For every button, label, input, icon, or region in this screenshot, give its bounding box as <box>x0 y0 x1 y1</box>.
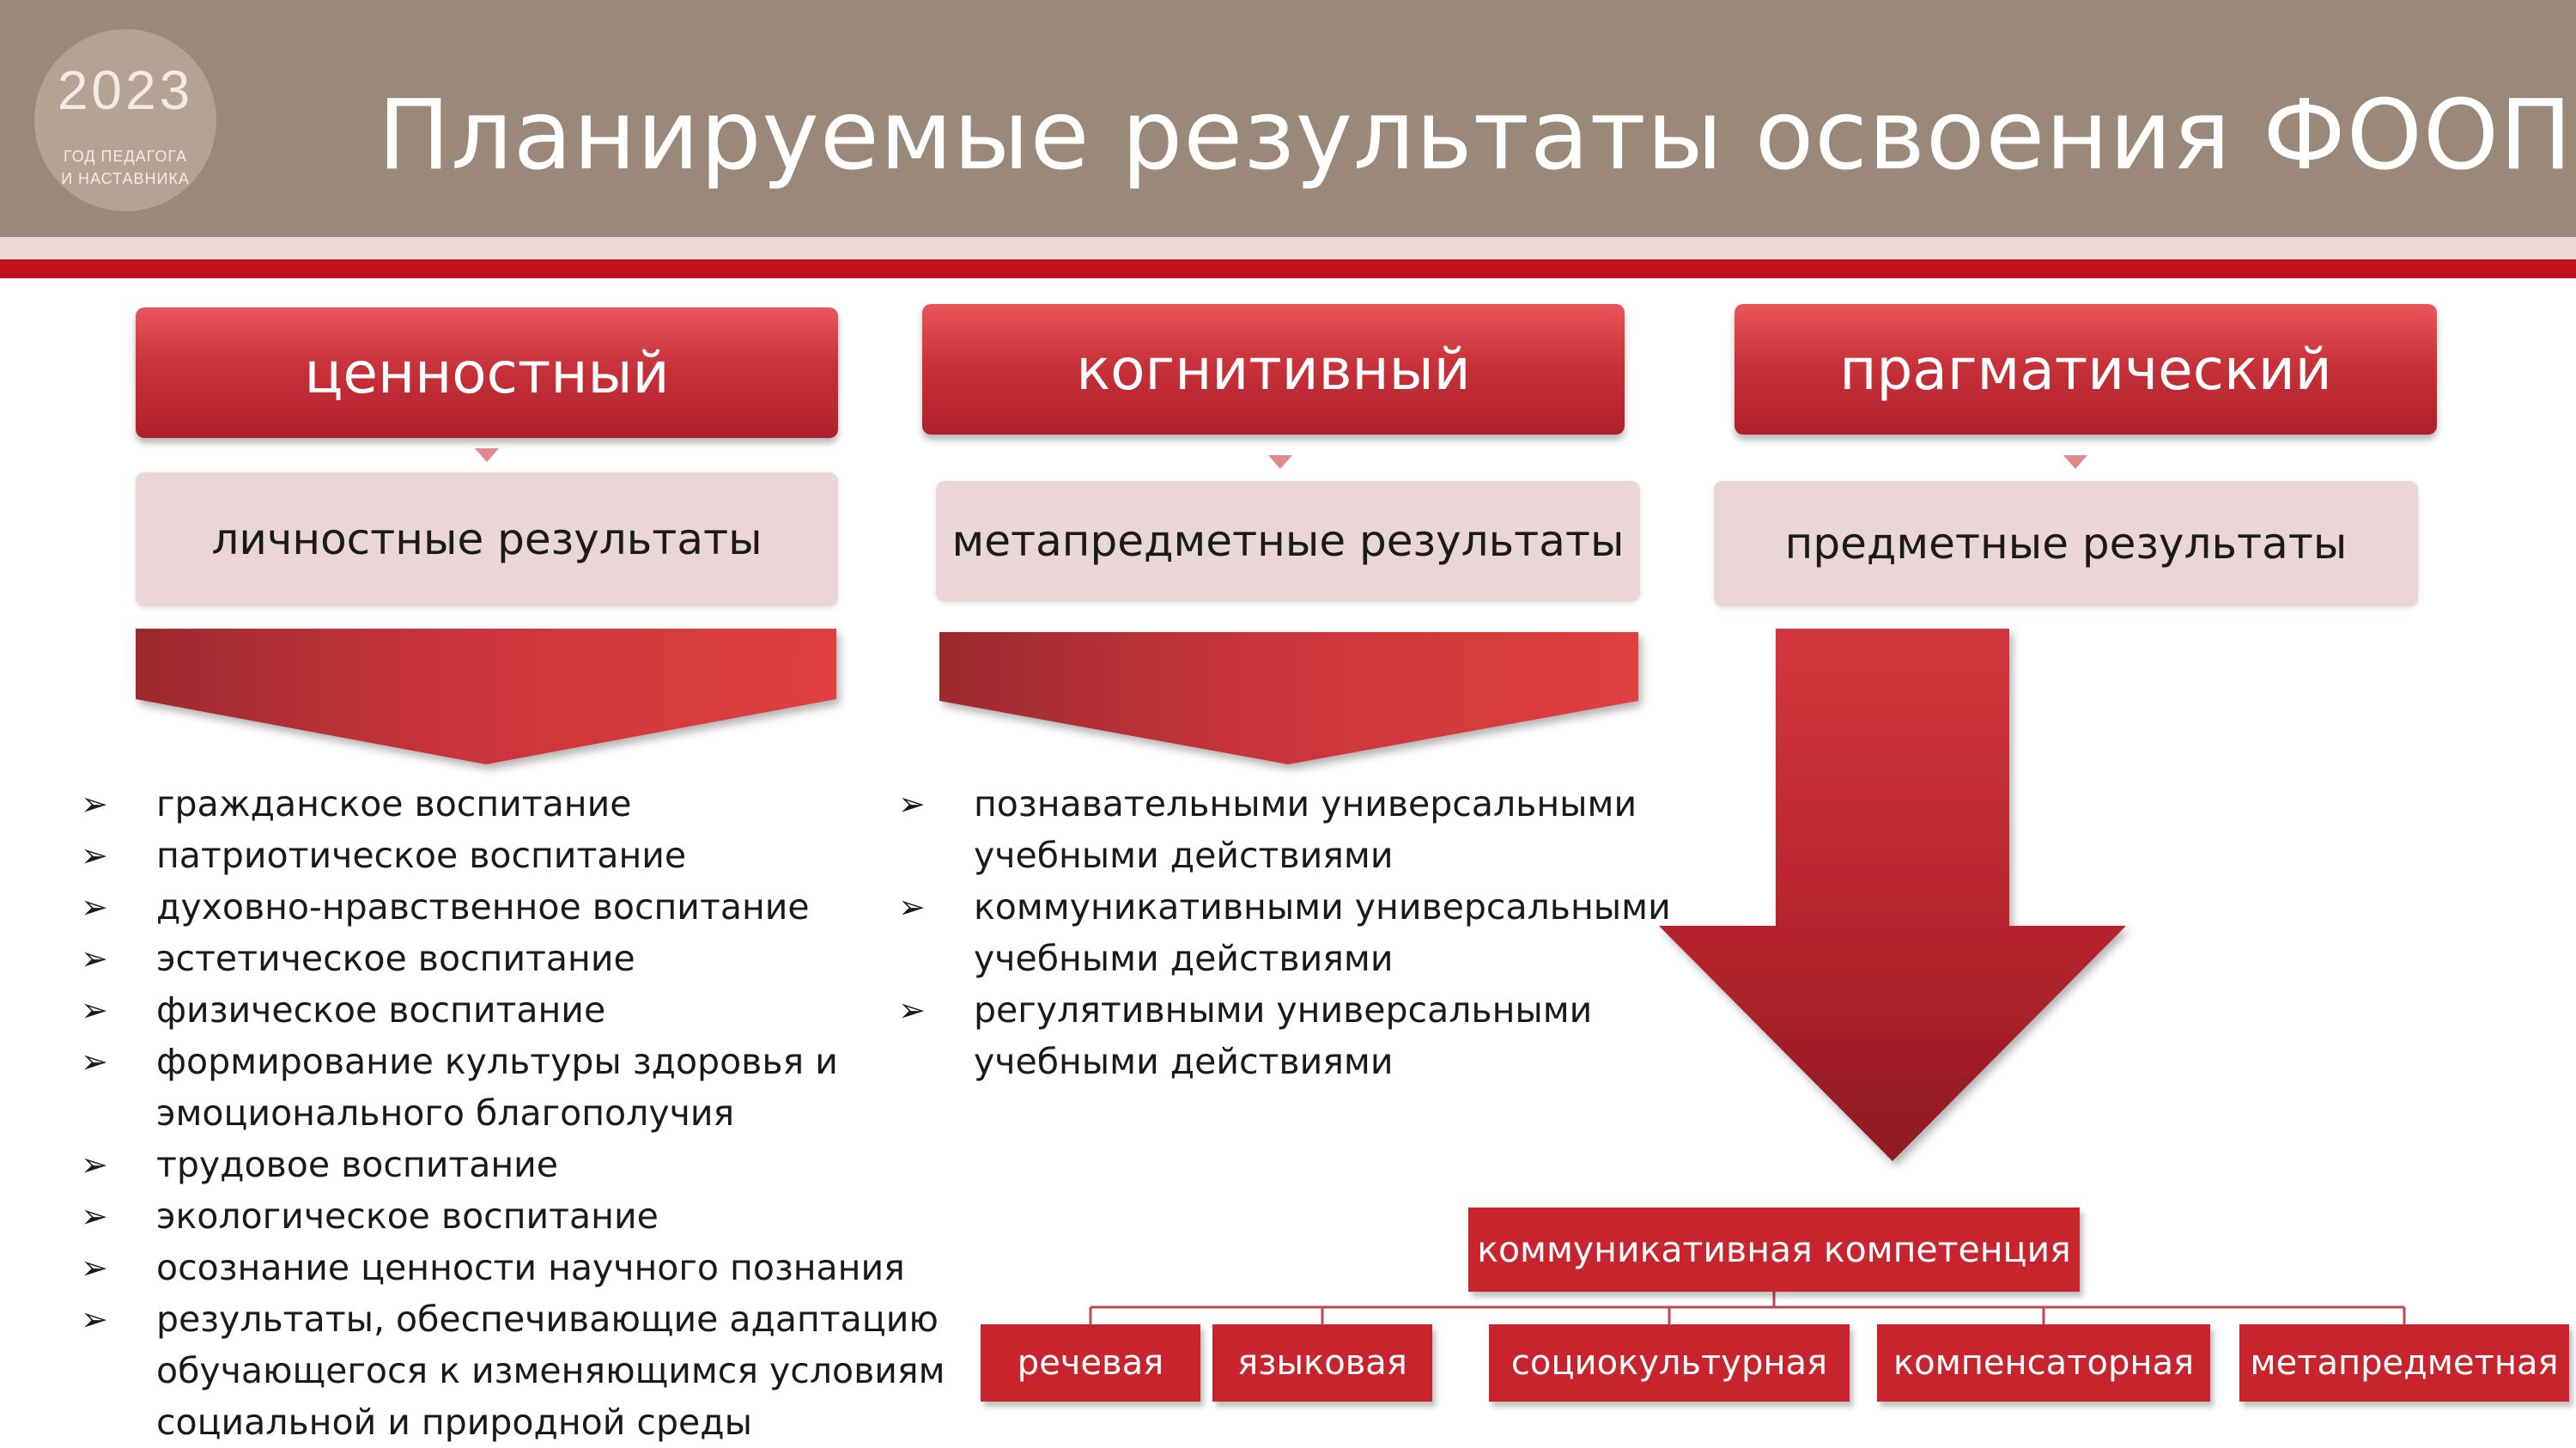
list-item <box>79 1036 955 1139</box>
page-title: Планируемые результаты освоения ФООП <box>378 80 2573 192</box>
list-item-text: патриотическое воспитание <box>156 835 687 876</box>
down-arrow-meta <box>939 632 1638 764</box>
list-item-text: экологическое воспитание <box>156 1196 659 1237</box>
competence-child-sociocultural: социокультурная <box>1489 1324 1850 1402</box>
list-item-text: результаты, обеспечивающие адаптацию обучающегося к изменяющимся условиям социальной и природной среды <box>156 1299 945 1443</box>
bullet-arrow-icon: ➢ <box>81 1146 108 1183</box>
list-item-text: эстетическое воспитание <box>156 938 635 979</box>
bullet-arrow-icon: ➢ <box>81 785 108 823</box>
competence-child-compensatory: компенсаторная <box>1877 1324 2210 1402</box>
result-box-subject: предметные результаты <box>1714 481 2418 606</box>
competence-child-metasubject: метапредметная <box>2239 1324 2569 1402</box>
list-item <box>79 778 955 830</box>
logo-year: 2023 <box>57 59 194 121</box>
bullet-arrow-icon: ➢ <box>81 1197 108 1235</box>
bullet-arrow-icon: ➢ <box>81 991 108 1029</box>
list-item <box>79 1242 955 1293</box>
result-box-personal: личностные результаты <box>136 472 838 606</box>
bullet-arrow-icon: ➢ <box>81 1300 108 1338</box>
list-item <box>79 830 955 881</box>
bullet-arrow-icon: ➢ <box>81 888 108 926</box>
logo-line-2: И НАСТАВНИКА <box>61 170 190 187</box>
bullet-arrow-icon: ➢ <box>81 1249 108 1287</box>
competence-tree-lines <box>1091 1292 2404 1324</box>
down-arrow-subject <box>1659 629 2126 1161</box>
list-item-text: гражданское воспитание <box>156 783 632 824</box>
competence-root-box: коммуникативная компетенция <box>1468 1208 2080 1292</box>
list-item <box>896 984 1686 1087</box>
list-item-text: духовно-нравственное воспитание <box>156 886 810 928</box>
bullet-arrow-icon: ➢ <box>898 991 926 1029</box>
category-box-cognitive: когнитивный <box>922 304 1625 435</box>
bullet-arrow-icon: ➢ <box>81 1043 108 1080</box>
bullet-arrow-icon: ➢ <box>898 785 926 823</box>
list-item-text: коммуникативными универсальными учебными действиями <box>974 886 1671 979</box>
list-item-text: осознание ценности научного познания <box>156 1247 905 1288</box>
bullet-arrow-icon: ➢ <box>81 837 108 874</box>
list-item <box>79 881 955 933</box>
list-item-text: трудовое воспитание <box>156 1144 559 1185</box>
logo-line-1: ГОД ПЕДАГОГА <box>64 148 187 165</box>
bullet-arrow-icon: ➢ <box>898 888 926 926</box>
category-box-value: ценностный <box>136 307 838 438</box>
result-box-meta: метапредметные результаты <box>936 481 1640 601</box>
competence-child-speech: речевая <box>981 1324 1200 1402</box>
meta-results-list <box>896 778 1686 1087</box>
list-item <box>79 933 955 984</box>
bullet-arrow-icon: ➢ <box>81 940 108 977</box>
list-item <box>79 984 955 1036</box>
list-item <box>79 1293 955 1448</box>
list-item-text: физическое воспитание <box>156 989 606 1031</box>
list-item <box>79 1139 955 1190</box>
list-item <box>896 881 1686 984</box>
list-item <box>896 778 1686 881</box>
list-item <box>79 1190 955 1242</box>
down-arrow-personal <box>136 629 836 764</box>
list-item-text: формирование культуры здоровья и эмоционального благополучия <box>156 1041 838 1134</box>
list-item-text: познавательными универсальными учебными действиями <box>974 783 1637 876</box>
list-item-text: регулятивными универсальными учебными действиями <box>974 989 1593 1082</box>
personal-results-list <box>79 778 955 1448</box>
category-box-pragmatic: прагматический <box>1735 304 2437 435</box>
competence-child-language: языковая <box>1212 1324 1432 1402</box>
